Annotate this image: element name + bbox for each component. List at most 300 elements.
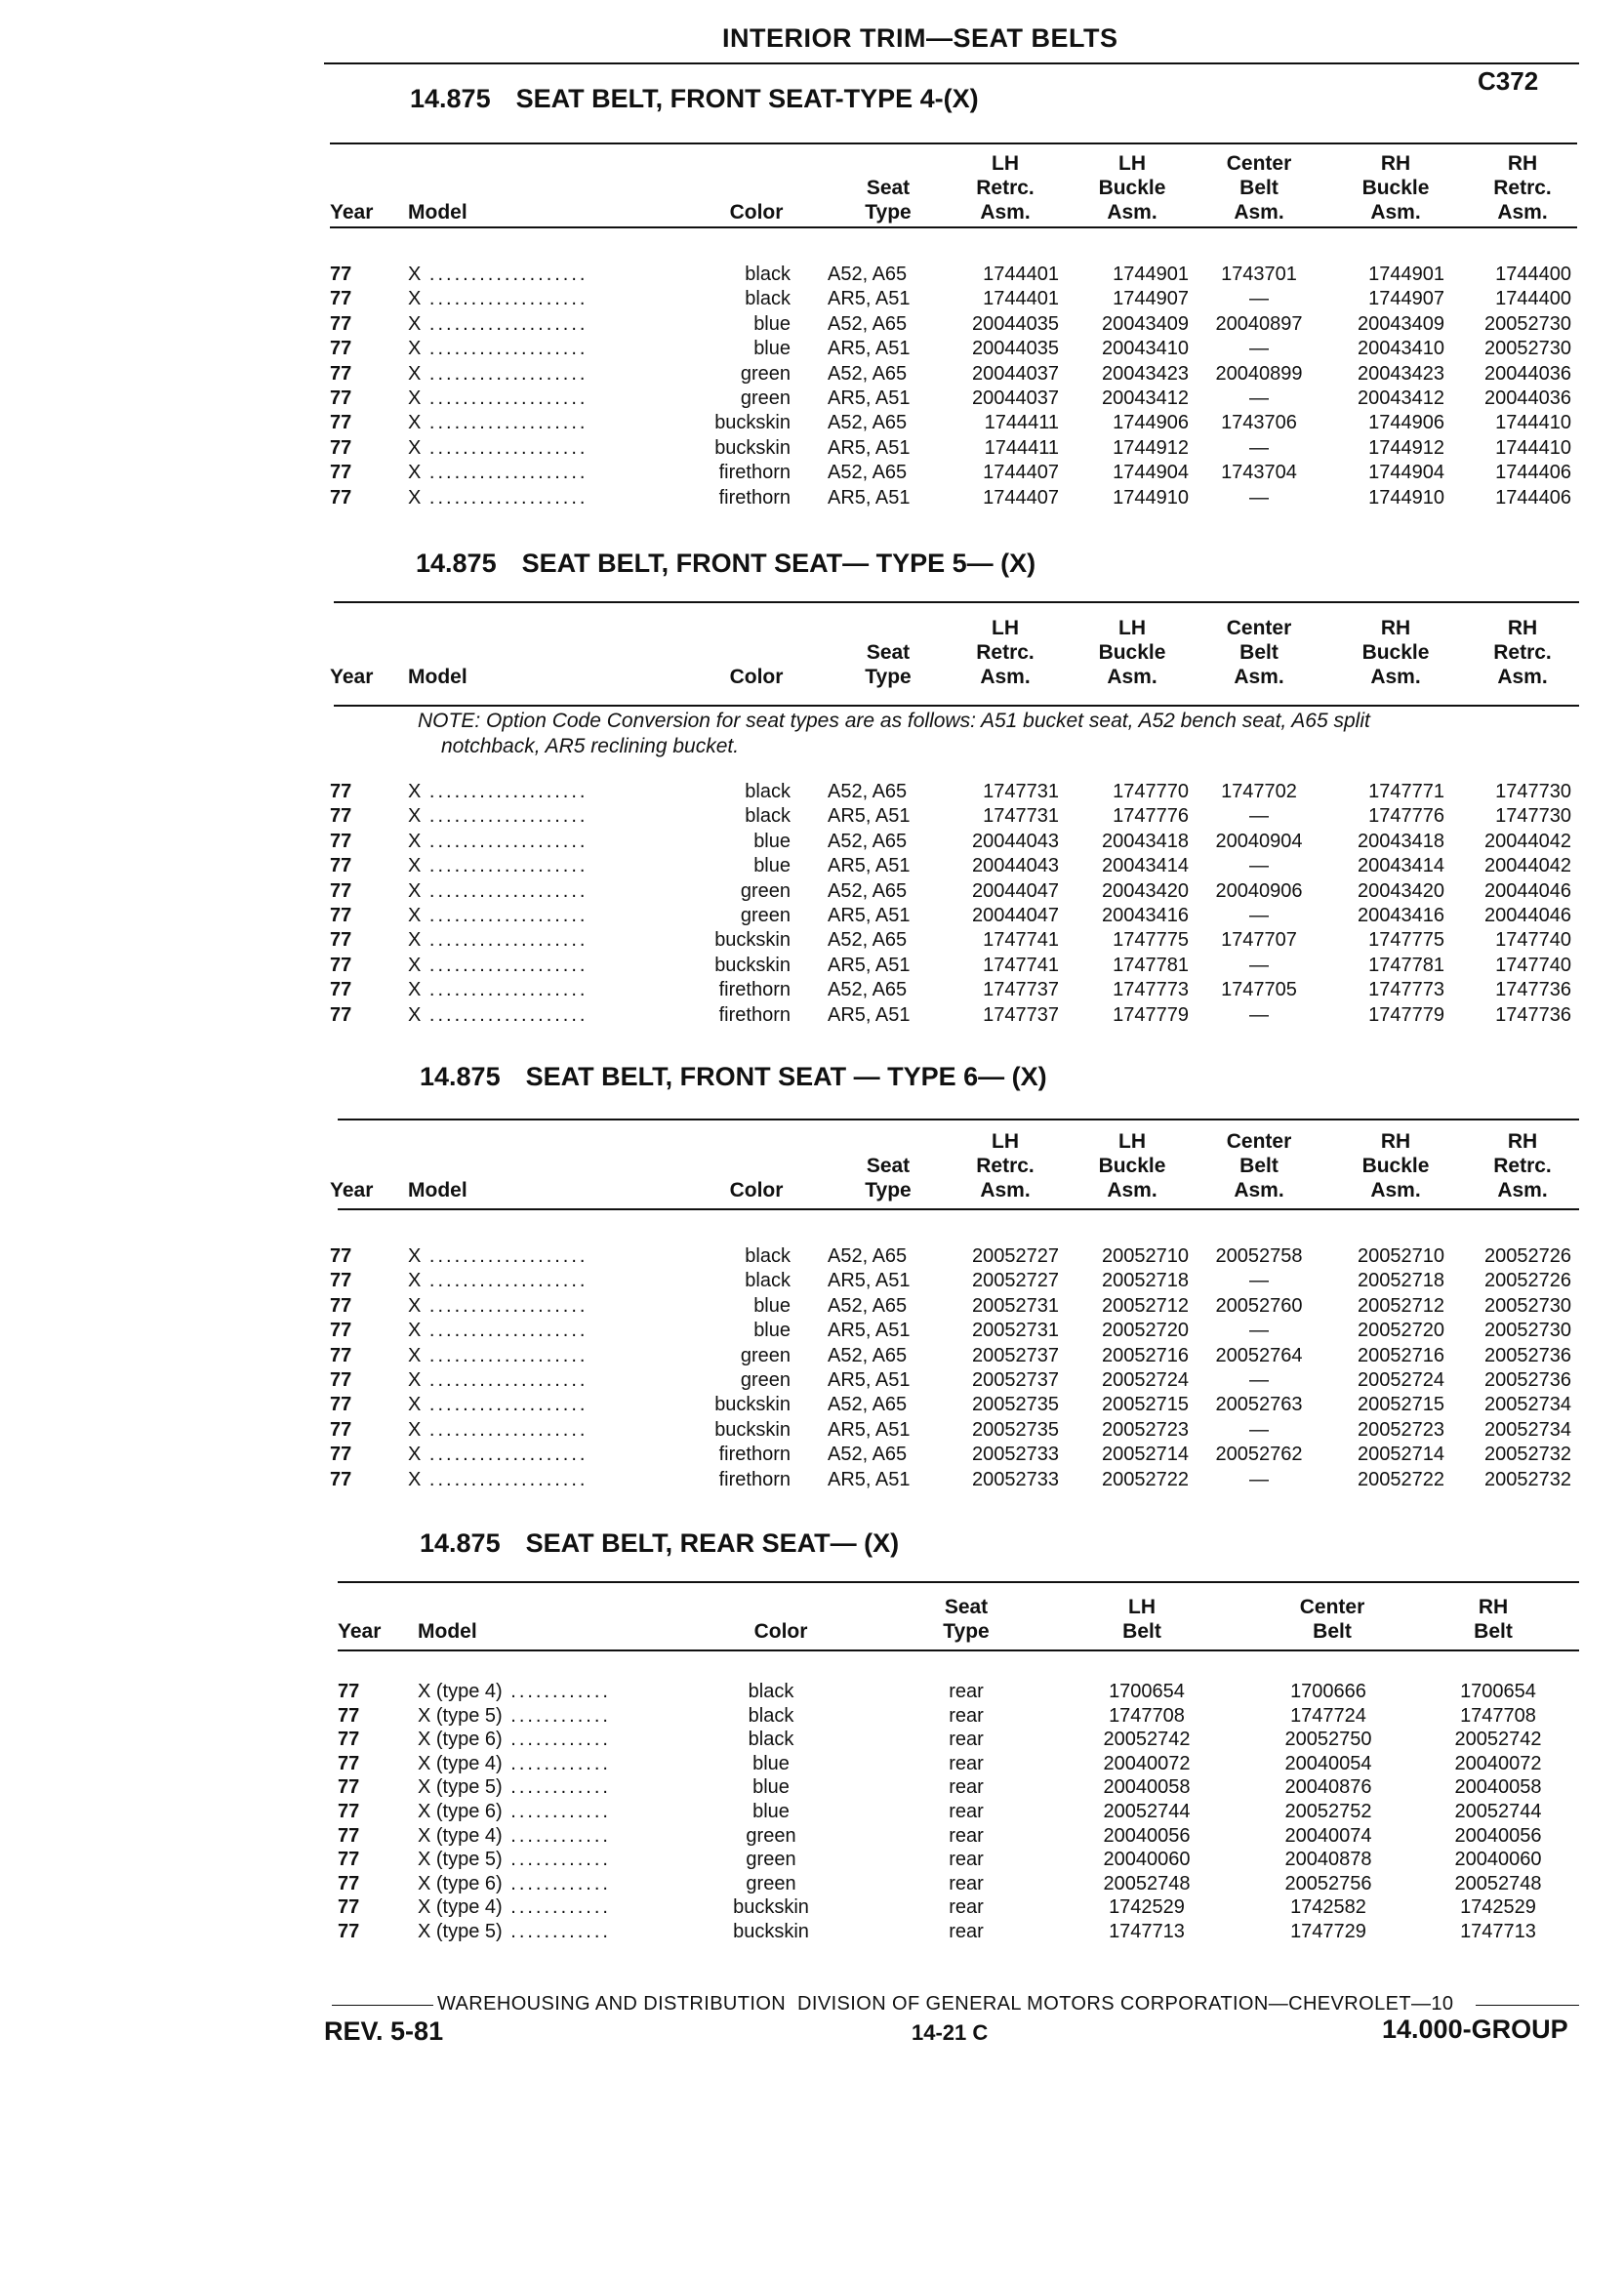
cell-model	[408, 855, 642, 877]
table-row	[0, 1896, 1624, 1921]
column-header-rh-buckle: RH Buckle Asm.	[1361, 1130, 1430, 1201]
cell-lh-buckle: 20052714	[1102, 1444, 1189, 1465]
cell-center-belt: 1742582	[1290, 1896, 1366, 1918]
cell-year: 77	[330, 1419, 352, 1441]
cell-center-belt: 20052763	[1215, 1394, 1303, 1415]
leader-dots: ...................	[421, 855, 589, 876]
cell-year: 77	[330, 437, 352, 459]
cell-center-belt: 20052760	[1215, 1295, 1303, 1317]
cell-center-belt: 1743701	[1221, 264, 1297, 285]
table-row	[0, 1776, 1624, 1801]
table-header	[0, 141, 1624, 224]
table-row	[0, 412, 1624, 436]
cell-year: 77	[338, 1753, 360, 1774]
cell-seat-type: rear	[949, 1825, 984, 1847]
leader-dots: ............	[502, 1873, 611, 1894]
cell-lh-retrc: 20052733	[972, 1444, 1059, 1465]
table-row	[0, 1873, 1624, 1897]
column-header-center-belt: Center Belt Asm.	[1226, 617, 1292, 688]
cell-lh-belt: 20052742	[1103, 1729, 1191, 1750]
cell-color: green	[746, 1825, 796, 1847]
cell-year: 77	[338, 1825, 360, 1847]
cell-rh-buckle: 20043410	[1358, 338, 1444, 359]
cell-color: black	[745, 288, 791, 309]
option-note-line-1: NOTE: Option Code Conversion for seat types are as follows: A51 bucket seat, A52 bench seat, A65 split	[418, 710, 1370, 732]
model-code: X	[408, 264, 422, 285]
group-number: 14.000-GROUP	[1382, 2015, 1568, 2044]
model-code: X	[408, 288, 422, 309]
model-code: X (type 4)	[418, 1896, 503, 1918]
cell-year: 77	[330, 1345, 352, 1366]
footer-division-line: WAREHOUSING AND DISTRIBUTION DIVISION OF GENERAL MOTORS CORPORATION—CHEVROLET—10	[437, 1993, 1454, 2015]
model-code: X	[408, 387, 422, 409]
table-row	[0, 1345, 1624, 1369]
cell-seat-type: rear	[949, 1873, 984, 1894]
cell-seat-type: A52, A65	[828, 831, 908, 852]
cell-rh-retrc: 1747740	[1495, 929, 1571, 951]
cell-color: firethorn	[718, 1444, 791, 1465]
cell-model	[408, 462, 642, 484]
cell-lh-buckle: 1744907	[1113, 288, 1189, 309]
table-row	[0, 1369, 1624, 1394]
cell-lh-buckle: 1744910	[1113, 487, 1189, 509]
table-row	[0, 1729, 1624, 1753]
leader-dots: ............	[502, 1896, 611, 1918]
table-row	[0, 855, 1624, 879]
cell-rh-retrc: 20052734	[1484, 1394, 1571, 1415]
table-row	[0, 979, 1624, 1003]
cell-lh-retrc: 1747741	[983, 955, 1059, 976]
model-code: X (type 6)	[418, 1729, 503, 1750]
column-header-seat-type: Seat Type	[865, 1155, 912, 1201]
cell-lh-retrc: 1744401	[983, 288, 1059, 309]
cell-color: blue	[752, 1801, 790, 1822]
cell-seat-type: rear	[949, 1776, 984, 1798]
cell-seat-type: AR5, A51	[828, 855, 911, 876]
section-number: 14.875	[420, 1528, 501, 1558]
model-code: X	[408, 880, 422, 902]
section-title	[420, 1062, 1047, 1092]
cell-rh-buckle: 1744907	[1368, 288, 1444, 309]
model-code: X (type 4)	[418, 1825, 503, 1847]
cell-year: 77	[330, 462, 352, 483]
table-row	[0, 781, 1624, 805]
cell-model	[408, 363, 642, 386]
cell-lh-retrc: 20052727	[972, 1245, 1059, 1267]
cell-lh-buckle: 20043409	[1102, 313, 1189, 335]
section-title	[410, 84, 979, 114]
model-code: X (type 5)	[418, 1705, 503, 1727]
table-row	[0, 1801, 1624, 1825]
leader-dots: ...................	[421, 288, 589, 309]
revision-date: REV. 5-81	[324, 2016, 444, 2046]
leader-dots: ...................	[421, 487, 589, 509]
cell-year: 77	[338, 1921, 360, 1942]
cell-rh-belt: 1742529	[1460, 1896, 1536, 1918]
cell-rh-buckle: 20052718	[1358, 1270, 1444, 1291]
leader-dots: ...................	[421, 1419, 589, 1441]
cell-center-belt: 20052752	[1284, 1801, 1372, 1822]
cell-model	[418, 1705, 701, 1728]
cell-center-belt: 1747702	[1221, 781, 1297, 802]
cell-rh-retrc: 20052730	[1484, 338, 1571, 359]
cell-rh-retrc: 20052732	[1484, 1444, 1571, 1465]
column-header-color: Color	[729, 666, 784, 688]
cell-model	[408, 1419, 642, 1442]
cell-seat-type: A52, A65	[828, 313, 908, 335]
cell-rh-buckle: 1744906	[1368, 412, 1444, 433]
cell-seat-type: AR5, A51	[828, 338, 911, 359]
cell-center-belt: —	[1249, 1419, 1269, 1441]
cell-rh-retrc: 1747740	[1495, 955, 1571, 976]
cell-color: green	[746, 1873, 796, 1894]
cell-year: 77	[338, 1896, 360, 1918]
cell-seat-type: A52, A65	[828, 1394, 908, 1415]
cell-rh-buckle: 20043409	[1358, 313, 1444, 335]
cell-rh-retrc: 20044046	[1484, 880, 1571, 902]
cell-center-belt: —	[1249, 1320, 1269, 1341]
cell-year: 77	[330, 979, 352, 1000]
cell-lh-retrc: 1747731	[983, 781, 1059, 802]
leader-dots: ...................	[421, 1295, 589, 1317]
cell-rh-buckle: 1744910	[1368, 487, 1444, 509]
cell-year: 77	[330, 288, 352, 309]
cell-year: 77	[330, 805, 352, 827]
table-row	[0, 1004, 1624, 1029]
cell-year: 77	[330, 313, 352, 335]
cell-lh-buckle: 20043416	[1102, 905, 1189, 926]
model-code: X (type 6)	[418, 1873, 503, 1894]
cell-rh-buckle: 20043412	[1358, 387, 1444, 409]
table-row	[0, 338, 1624, 362]
cell-model	[408, 955, 642, 977]
section-number: 14.875	[420, 1062, 501, 1091]
cell-lh-belt: 1747713	[1109, 1921, 1185, 1942]
page-number: 14-21 C	[912, 2020, 989, 2045]
section-number: 14.875	[416, 549, 497, 578]
section-name: SEAT BELT, FRONT SEAT — TYPE 6— (X)	[525, 1062, 1047, 1091]
cell-model	[408, 979, 642, 1001]
column-header-lh-buckle: LH Buckle Asm.	[1098, 617, 1166, 688]
cell-year: 77	[338, 1681, 360, 1702]
model-code: X	[408, 855, 422, 876]
cell-year: 77	[338, 1801, 360, 1822]
cell-lh-retrc: 20044037	[972, 363, 1059, 385]
cell-seat-type: rear	[949, 1801, 984, 1822]
cell-lh-retrc: 1744407	[983, 487, 1059, 509]
cell-model	[408, 1320, 642, 1342]
cell-year: 77	[330, 955, 352, 976]
cell-rh-belt: 20040072	[1454, 1753, 1542, 1774]
model-code: X	[408, 805, 422, 827]
model-code: X (type 5)	[418, 1849, 503, 1870]
cell-lh-retrc: 20044035	[972, 338, 1059, 359]
column-header-lh-retrc: LH Retrc. Asm.	[976, 1130, 1035, 1201]
cell-lh-buckle: 1744912	[1113, 437, 1189, 459]
cell-model	[418, 1849, 701, 1871]
cell-rh-belt: 1747713	[1460, 1921, 1536, 1942]
cell-model	[408, 1394, 642, 1416]
cell-model	[408, 1369, 642, 1392]
cell-lh-retrc: 1747741	[983, 929, 1059, 951]
cell-seat-type: A52, A65	[828, 264, 908, 285]
cell-rh-retrc: 1744410	[1495, 437, 1571, 459]
table-row	[0, 805, 1624, 830]
table-row	[0, 880, 1624, 905]
cell-model	[408, 487, 642, 509]
column-header-seat-type: Seat Type	[865, 177, 912, 224]
cell-lh-buckle: 20052722	[1102, 1469, 1189, 1490]
cell-seat-type: A52, A65	[828, 462, 908, 483]
cell-seat-type: AR5, A51	[828, 1320, 911, 1341]
cell-model	[418, 1681, 701, 1703]
cell-center-belt: 1747729	[1290, 1921, 1366, 1942]
cell-color: buckskin	[714, 412, 791, 433]
model-code: X	[408, 1369, 422, 1391]
cell-rh-retrc: 20044036	[1484, 387, 1571, 409]
table-row	[0, 1419, 1624, 1444]
leader-dots: ...................	[421, 338, 589, 359]
leader-dots: ...................	[421, 1394, 589, 1415]
cell-year: 77	[330, 1444, 352, 1465]
model-code: X	[408, 1444, 422, 1465]
cell-lh-retrc: 1744401	[983, 264, 1059, 285]
cell-seat-type: AR5, A51	[828, 805, 911, 827]
model-code: X	[408, 462, 422, 483]
cell-model	[418, 1753, 701, 1775]
table-header-rule	[334, 705, 1579, 707]
cell-color: firethorn	[718, 487, 791, 509]
cell-lh-retrc: 20044043	[972, 855, 1059, 876]
leader-dots: ............	[502, 1776, 611, 1798]
model-code: X	[408, 338, 422, 359]
leader-dots: ............	[502, 1801, 611, 1822]
cell-lh-belt: 20040056	[1103, 1825, 1191, 1847]
cell-lh-retrc: 20052733	[972, 1469, 1059, 1490]
cell-center-belt: —	[1249, 387, 1269, 409]
cell-color: black	[745, 264, 791, 285]
cell-lh-belt: 1700654	[1109, 1681, 1185, 1702]
table-row	[0, 288, 1624, 312]
cell-center-belt: 20040897	[1215, 313, 1303, 335]
cell-model	[408, 805, 642, 828]
cell-lh-buckle: 20052715	[1102, 1394, 1189, 1415]
cell-lh-belt: 20052744	[1103, 1801, 1191, 1822]
column-header-color: Color	[729, 201, 784, 224]
leader-dots: ...................	[421, 979, 589, 1000]
leader-dots: ...................	[421, 929, 589, 951]
cell-year: 77	[330, 1270, 352, 1291]
model-code: X	[408, 313, 422, 335]
cell-rh-buckle: 20052710	[1358, 1245, 1444, 1267]
leader-dots: ...................	[421, 781, 589, 802]
cell-color: blue	[753, 855, 791, 876]
cell-model	[408, 1270, 642, 1292]
cell-seat-type: AR5, A51	[828, 1419, 911, 1441]
leader-dots: ...................	[421, 264, 589, 285]
table-header-rule	[338, 1649, 1579, 1651]
table-header-rule	[330, 226, 1577, 228]
cell-year: 77	[330, 363, 352, 385]
cell-lh-buckle: 20052710	[1102, 1245, 1189, 1267]
leader-dots: ...................	[421, 412, 589, 433]
cell-center-belt: —	[1249, 437, 1269, 459]
cell-lh-retrc: 1747737	[983, 1004, 1059, 1026]
cell-seat-type: A52, A65	[828, 1295, 908, 1317]
cell-year: 77	[330, 1320, 352, 1341]
cell-year: 77	[330, 1469, 352, 1490]
cell-rh-retrc: 20052730	[1484, 1295, 1571, 1317]
cell-lh-buckle: 1744901	[1113, 264, 1189, 285]
cell-color: black	[745, 781, 791, 802]
cell-color: green	[740, 387, 791, 409]
cell-color: buckskin	[714, 437, 791, 459]
column-header-color: Color	[729, 1179, 784, 1201]
leader-dots: ...................	[421, 1245, 589, 1267]
cell-lh-retrc: 1747731	[983, 805, 1059, 827]
cell-color: buckskin	[714, 929, 791, 951]
cell-rh-retrc: 1744410	[1495, 412, 1571, 433]
cell-model	[408, 338, 642, 360]
cell-color: blue	[753, 1295, 791, 1317]
cell-rh-belt: 20052748	[1454, 1873, 1542, 1894]
cell-rh-buckle: 20052716	[1358, 1345, 1444, 1366]
cell-rh-belt: 1747708	[1460, 1705, 1536, 1727]
column-header-rh-buckle: RH Buckle Asm.	[1361, 617, 1430, 688]
cell-lh-buckle: 1747776	[1113, 805, 1189, 827]
table-row	[0, 1825, 1624, 1850]
cell-seat-type: rear	[949, 1753, 984, 1774]
cell-rh-buckle: 20043420	[1358, 880, 1444, 902]
cell-lh-retrc: 20044035	[972, 313, 1059, 335]
cell-seat-type: A52, A65	[828, 979, 908, 1000]
cell-color: buckskin	[733, 1896, 809, 1918]
cell-center-belt: 1747707	[1221, 929, 1297, 951]
cell-lh-buckle: 20043410	[1102, 338, 1189, 359]
cell-lh-buckle: 1744904	[1113, 462, 1189, 483]
cell-color: green	[740, 1345, 791, 1366]
cell-rh-buckle: 1744904	[1368, 462, 1444, 483]
column-header-seat-type: Seat Type	[943, 1596, 990, 1643]
cell-center-belt: 1747705	[1221, 979, 1297, 1000]
cell-model	[408, 313, 642, 336]
leader-dots: ...................	[421, 1345, 589, 1366]
model-code: X	[408, 1394, 422, 1415]
cell-lh-buckle: 20043420	[1102, 880, 1189, 902]
cell-model	[418, 1729, 701, 1751]
column-header-year: Year	[330, 666, 374, 688]
cell-seat-type: AR5, A51	[828, 288, 911, 309]
model-code: X	[408, 1345, 422, 1366]
cell-seat-type: rear	[949, 1896, 984, 1918]
leader-dots: ...................	[421, 880, 589, 902]
cell-model	[408, 905, 642, 927]
leader-dots: ...................	[421, 905, 589, 926]
cell-lh-buckle: 20052716	[1102, 1345, 1189, 1366]
cell-center-belt: —	[1249, 288, 1269, 309]
leader-dots: ...................	[421, 1444, 589, 1465]
cell-model	[408, 1444, 642, 1466]
cell-lh-belt: 20040060	[1103, 1849, 1191, 1870]
model-code: X	[408, 1295, 422, 1317]
cell-lh-retrc: 20052731	[972, 1320, 1059, 1341]
cell-rh-buckle: 1747776	[1368, 805, 1444, 827]
cell-year: 77	[338, 1849, 360, 1870]
model-code: X	[408, 412, 422, 433]
column-header-year: Year	[338, 1620, 382, 1643]
cell-seat-type: AR5, A51	[828, 1469, 911, 1490]
cell-center-belt: —	[1249, 805, 1269, 827]
section-title	[416, 549, 1035, 579]
cell-year: 77	[330, 1394, 352, 1415]
cell-year: 77	[330, 487, 352, 509]
cell-lh-belt: 20052748	[1103, 1873, 1191, 1894]
cell-color: black	[745, 805, 791, 827]
cell-year: 77	[330, 929, 352, 951]
cell-model	[408, 929, 642, 952]
cell-rh-retrc: 1747736	[1495, 1004, 1571, 1026]
cell-center-belt: —	[1249, 1469, 1269, 1490]
cell-lh-buckle: 20043418	[1102, 831, 1189, 852]
cell-lh-belt: 1747708	[1109, 1705, 1185, 1727]
table-row	[0, 1245, 1624, 1270]
cell-lh-buckle: 20052724	[1102, 1369, 1189, 1391]
cell-center-belt: 1700666	[1290, 1681, 1366, 1702]
column-header-color: Color	[753, 1620, 808, 1643]
column-header-year: Year	[330, 1179, 374, 1201]
table-row	[0, 831, 1624, 855]
cell-center-belt: —	[1249, 955, 1269, 976]
column-header-seat-type: Seat Type	[865, 641, 912, 688]
cell-rh-buckle: 20052723	[1358, 1419, 1444, 1441]
column-header-model: Model	[408, 666, 467, 688]
cell-center-belt: —	[1249, 487, 1269, 509]
cell-rh-retrc: 1747736	[1495, 979, 1571, 1000]
cell-center-belt: —	[1249, 905, 1269, 926]
cell-center-belt: 20052758	[1215, 1245, 1303, 1267]
cell-center-belt: 20040878	[1284, 1849, 1372, 1870]
cell-rh-belt: 20052744	[1454, 1801, 1542, 1822]
leader-dots: ...................	[421, 313, 589, 335]
cell-center-belt: 20040074	[1284, 1825, 1372, 1847]
cell-lh-retrc: 20052737	[972, 1345, 1059, 1366]
leader-dots: ............	[502, 1729, 611, 1750]
cell-rh-buckle: 20043418	[1358, 831, 1444, 852]
cell-color: blue	[752, 1753, 790, 1774]
cell-year: 77	[330, 338, 352, 359]
cell-color: black	[748, 1729, 794, 1750]
cell-color: firethorn	[718, 979, 791, 1000]
model-code: X	[408, 1419, 422, 1441]
cell-lh-buckle: 20043414	[1102, 855, 1189, 876]
cell-color: buckskin	[714, 955, 791, 976]
cell-color: blue	[753, 313, 791, 335]
cell-rh-belt: 20040058	[1454, 1776, 1542, 1798]
header-rule	[324, 62, 1579, 64]
cell-seat-type: rear	[949, 1729, 984, 1750]
cell-model	[408, 437, 642, 460]
leader-dots: ...................	[421, 462, 589, 483]
cell-lh-buckle: 1747773	[1113, 979, 1189, 1000]
cell-center-belt: 20052756	[1284, 1873, 1372, 1894]
cell-seat-type: AR5, A51	[828, 1004, 911, 1026]
cell-lh-buckle: 1747770	[1113, 781, 1189, 802]
cell-rh-retrc: 20052726	[1484, 1245, 1571, 1267]
table-header-rule	[338, 1208, 1579, 1210]
cell-year: 77	[338, 1776, 360, 1798]
model-code: X	[408, 1004, 422, 1026]
cell-rh-buckle: 1747773	[1368, 979, 1444, 1000]
